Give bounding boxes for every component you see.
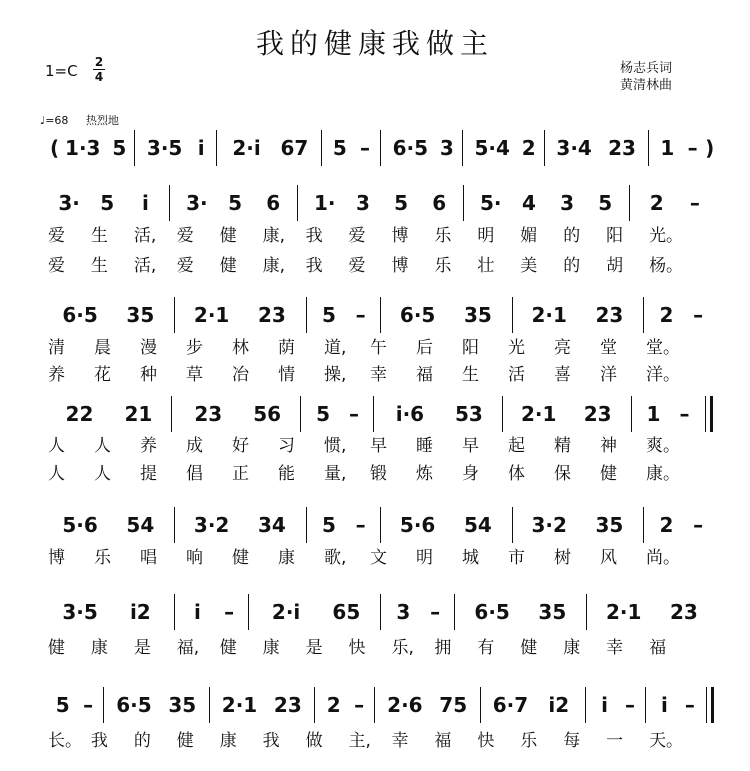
bar-line — [216, 130, 217, 166]
lyric-char: 我 — [305, 256, 323, 276]
lyric-char: 洋。 — [646, 365, 680, 385]
lyric-char: 提 — [140, 464, 157, 484]
lyric-char: 健 — [219, 226, 237, 246]
note: – — [679, 402, 690, 426]
lyric-char: 我 — [262, 731, 280, 751]
lyric-char: 城 — [462, 548, 479, 568]
bar-line — [480, 687, 481, 723]
lyric-char: 康, — [262, 226, 286, 246]
note: 5 — [228, 191, 243, 215]
note: i — [660, 693, 668, 717]
lyric-char: 漫 — [140, 338, 157, 358]
bar-line — [512, 297, 513, 333]
time-signature-bottom: 4 — [94, 70, 104, 84]
note: 4 — [521, 191, 536, 215]
lyric-char: 神 — [600, 436, 617, 456]
note: 6·7 — [492, 693, 529, 717]
bar-line — [248, 594, 249, 630]
lyric-char: 惯, — [324, 436, 347, 456]
note: i·6 — [395, 402, 425, 426]
lyric-char: 身 — [462, 464, 479, 484]
lyric-char: 乐 — [434, 256, 452, 276]
note: 2·i — [232, 136, 261, 160]
lyric-char: 健 — [600, 464, 617, 484]
lyric-char: 好 — [232, 436, 249, 456]
lyric-char: 一 — [606, 731, 624, 751]
bar-line — [306, 507, 307, 543]
note: 5 — [321, 513, 336, 537]
bar-line — [380, 594, 381, 630]
bar-line — [585, 687, 586, 723]
lyric-char: 福 — [649, 638, 667, 658]
note: – — [625, 693, 636, 717]
song-title: 我的健康我做主 — [255, 27, 494, 60]
note: 2·i — [271, 600, 301, 624]
note: i — [193, 600, 201, 624]
note: 5 — [316, 402, 330, 426]
bar-line — [380, 130, 381, 166]
note: 1 — [660, 136, 675, 160]
tempo-marking — [40, 112, 119, 128]
lyric-char: 情 — [278, 365, 295, 385]
note: 6 — [432, 191, 447, 215]
lyric-char: 起 — [508, 436, 525, 456]
lyric-char: 健 — [219, 638, 237, 658]
note: 23 — [583, 402, 612, 426]
lyric-char: 堂 — [600, 338, 617, 358]
note: 3· — [186, 191, 208, 215]
lyric-char: 福 — [416, 365, 433, 385]
lyric-char: 每 — [563, 731, 581, 751]
key-signature: 1=C — [45, 62, 78, 80]
composer: 黄清林曲 — [620, 78, 673, 93]
note: 35 — [168, 693, 197, 717]
lyric-char: 生 — [462, 365, 479, 385]
bar-line — [134, 130, 135, 166]
note: 2 — [649, 191, 664, 215]
bar-line — [373, 396, 374, 432]
lyric-char: 草 — [186, 365, 203, 385]
lyric-char: 洋 — [600, 365, 617, 385]
note: – — [693, 303, 704, 327]
note: 5·6 — [62, 513, 98, 537]
note: 5 — [112, 136, 127, 160]
lyric-char: 林 — [232, 338, 249, 358]
lyric-char: 做 — [305, 731, 323, 751]
lyric-char: 福, — [176, 638, 200, 658]
lyric-char: 清 — [48, 338, 65, 358]
note: – — [693, 513, 704, 537]
lyric-char: 锻 — [370, 464, 387, 484]
lyric-char: 健 — [48, 638, 65, 658]
credits — [620, 60, 672, 94]
bar-line — [380, 297, 381, 333]
bar-line — [544, 130, 545, 166]
note: 1 — [646, 402, 661, 426]
lyric-char: 早 — [370, 436, 387, 456]
lyricist: 杨志兵词 — [620, 61, 673, 76]
note: 2·1 — [531, 303, 567, 327]
note: 3·2 — [531, 513, 567, 537]
note: 5 — [598, 191, 613, 215]
bar-line — [169, 185, 170, 221]
note: i — [141, 191, 149, 215]
note: – — [687, 136, 698, 160]
bar-line — [643, 297, 644, 333]
note: – — [83, 693, 94, 717]
lyric-char: 幸 — [370, 365, 387, 385]
lyric-char: 康, — [262, 256, 286, 276]
note: 53 — [454, 402, 483, 426]
note: 21 — [124, 402, 153, 426]
lyric-char: 康 — [90, 638, 108, 658]
note: – — [349, 402, 360, 426]
lyric-char: 响 — [186, 548, 203, 568]
lyric-char: 健 — [520, 638, 538, 658]
lyric-char: 活, — [133, 256, 157, 276]
lyric-char: 倡 — [186, 464, 203, 484]
note: 3 — [560, 191, 575, 215]
lyric-char: 歌, — [324, 548, 347, 568]
note: 2·1 — [193, 303, 230, 327]
bar-line — [463, 185, 464, 221]
note: 35 — [463, 303, 492, 327]
note: 2 — [659, 513, 674, 537]
bar-line — [374, 687, 375, 723]
lyric-char: 量, — [324, 464, 347, 484]
lyric-char: 康。 — [646, 464, 680, 484]
note: 3 — [396, 600, 411, 624]
lyric-char: 的 — [133, 731, 151, 751]
note: – — [689, 191, 700, 215]
bar-line — [174, 297, 175, 333]
note: 2 — [326, 693, 341, 717]
lyric-char: 有 — [477, 638, 495, 658]
note: – — [355, 513, 366, 537]
lyric-char: 后 — [416, 338, 433, 358]
note: 65 — [332, 600, 361, 624]
lyric-char: 博 — [48, 548, 65, 568]
note: – — [430, 600, 441, 624]
note: 6·5 — [62, 303, 98, 327]
lyric-char: 康 — [262, 638, 280, 658]
lyric-char: 成 — [186, 436, 203, 456]
note: 3· — [58, 191, 80, 215]
lyric-char: 康 — [563, 638, 581, 658]
lyric-char: 正 — [232, 464, 249, 484]
note: 6·5 — [474, 600, 510, 624]
lyric-char: 树 — [554, 548, 571, 568]
note: 2 — [659, 303, 674, 327]
note: 5 — [55, 693, 70, 717]
time-signature — [93, 56, 105, 83]
note: 5 — [100, 191, 115, 215]
note: 23 — [608, 136, 636, 160]
note: 23 — [273, 693, 302, 717]
note: i2 — [129, 600, 151, 624]
lyric-char: 快 — [348, 638, 366, 658]
lyric-char: 乐 — [520, 731, 538, 751]
lyric-char: 体 — [508, 464, 525, 484]
lyric-char: 睡 — [416, 436, 433, 456]
note: 6·5 — [399, 303, 436, 327]
lyric-char: 乐 — [94, 548, 111, 568]
lyric-char: 炼 — [416, 464, 433, 484]
note: 54 — [126, 513, 155, 537]
lyric-char: 明 — [477, 226, 495, 246]
lyric-char: 的 — [563, 226, 581, 246]
lyric-char: 光。 — [649, 226, 684, 246]
lyric-char: 能 — [278, 464, 295, 484]
bar-line — [462, 130, 463, 166]
note: – — [359, 136, 370, 160]
note: ( — [50, 136, 60, 160]
note: 23 — [194, 402, 223, 426]
note: 5·4 — [474, 136, 510, 160]
bar-line — [706, 687, 714, 723]
lyric-char: 冶 — [232, 365, 249, 385]
note: 35 — [126, 303, 155, 327]
note: 2·1 — [605, 600, 642, 624]
lyric-char: 我 — [305, 226, 323, 246]
lyric-char: 活, — [133, 226, 157, 246]
lyric-char: 爽。 — [646, 436, 680, 456]
lyric-char: 阳 — [462, 338, 479, 358]
note: 5 — [332, 136, 347, 160]
lyric-char: 美 — [520, 256, 538, 276]
lyric-char: 福 — [434, 731, 452, 751]
lyric-char: 养 — [48, 365, 65, 385]
bar-line — [297, 185, 298, 221]
bar-line — [306, 297, 307, 333]
bar-line — [321, 130, 322, 166]
lyric-char: 阳 — [606, 226, 624, 246]
note: 23 — [595, 303, 624, 327]
lyric-char: 市 — [508, 548, 525, 568]
note: 1·3 — [65, 136, 101, 160]
lyric-char: 长。 — [48, 731, 82, 751]
lyric-char: 健 — [219, 256, 237, 276]
note: 3 — [439, 136, 454, 160]
bar-line — [643, 507, 644, 543]
bar-line — [502, 396, 503, 432]
note: ) — [705, 136, 715, 160]
note: 75 — [439, 693, 468, 717]
bar-line — [380, 507, 381, 543]
lyric-char: 步 — [186, 338, 203, 358]
lyric-char: 亮 — [554, 338, 571, 358]
lyric-char: 早 — [462, 436, 479, 456]
lyric-char: 爱 — [348, 226, 366, 246]
bar-line — [209, 687, 210, 723]
bar-line — [586, 594, 587, 630]
note: 2·1 — [520, 402, 557, 426]
note: 5· — [479, 191, 502, 215]
bar-line — [631, 396, 632, 432]
lyric-char: 胡 — [606, 256, 624, 276]
lyric-char: 种 — [140, 365, 157, 385]
note: 1· — [313, 191, 336, 215]
note: 2·1 — [221, 693, 258, 717]
note: 2·6 — [387, 693, 423, 717]
lyric-char: 保 — [554, 464, 571, 484]
lyric-char: 是 — [305, 638, 323, 658]
lyric-char: 堂。 — [646, 338, 680, 358]
lyric-char: 喜 — [554, 365, 571, 385]
note: i — [197, 136, 205, 160]
lyric-char: 人 — [94, 464, 111, 484]
bar-line — [174, 507, 175, 543]
lyric-char: 道, — [324, 338, 347, 358]
lyric-char: 尚。 — [646, 548, 680, 568]
note: 23 — [257, 303, 286, 327]
lyric-char: 养 — [140, 436, 157, 456]
lyric-char: 爱 — [176, 256, 194, 276]
note: 2 — [521, 136, 536, 160]
lyric-char: 唱 — [140, 548, 157, 568]
lyric-char: 快 — [477, 731, 495, 751]
lyric-char: 风 — [600, 548, 617, 568]
lyric-char: 爱 — [348, 256, 366, 276]
lyric-char: 拥 — [434, 638, 452, 658]
lyric-char: 媚 — [520, 226, 538, 246]
bar-line — [648, 130, 649, 166]
note: 34 — [257, 513, 286, 537]
lyric-char: 爱 — [48, 256, 65, 276]
bar-line — [705, 396, 713, 432]
time-signature-top: 2 — [94, 55, 104, 69]
note: 54 — [463, 513, 492, 537]
lyric-char: 人 — [48, 464, 65, 484]
lyric-char: 我 — [90, 731, 108, 751]
note: i — [601, 693, 609, 717]
note: 5·6 — [399, 513, 436, 537]
lyric-char: 健 — [176, 731, 194, 751]
lyric-char: 博 — [391, 226, 409, 246]
note: 3·5 — [146, 136, 183, 160]
note: 6·5 — [392, 136, 429, 160]
lyric-char: 幸 — [391, 731, 409, 751]
lyric-char: 活 — [508, 365, 525, 385]
lyric-char: 晨 — [94, 338, 111, 358]
lyric-char: 健 — [232, 548, 249, 568]
lyric-char: 文 — [370, 548, 387, 568]
note: 3·4 — [556, 136, 592, 160]
bar-line — [103, 687, 104, 723]
bar-line — [454, 594, 455, 630]
lyric-char: 乐, — [391, 638, 414, 658]
lyric-char: 午 — [370, 338, 387, 358]
note: 3 — [355, 191, 370, 215]
lyric-char: 博 — [391, 256, 409, 276]
note: – — [354, 693, 365, 717]
lyric-char: 乐 — [434, 226, 452, 246]
note: 6 — [266, 191, 281, 215]
bar-line — [314, 687, 315, 723]
note: 56 — [253, 402, 282, 426]
lyric-char: 主, — [348, 731, 371, 751]
lyric-char: 荫 — [278, 338, 295, 358]
lyric-char: 天。 — [649, 731, 684, 751]
lyric-char: 光 — [508, 338, 525, 358]
lyric-char: 杨。 — [649, 256, 684, 276]
note: 3·5 — [62, 600, 98, 624]
expression-marking: 热烈地 — [85, 114, 119, 127]
lyric-char: 的 — [563, 256, 581, 276]
bar-line — [300, 396, 301, 432]
lyric-char: 壮 — [477, 256, 495, 276]
note: 35 — [538, 600, 567, 624]
note: 3·2 — [193, 513, 230, 537]
bar-line — [512, 507, 513, 543]
lyric-char: 人 — [48, 436, 65, 456]
lyric-char: 精 — [554, 436, 571, 456]
note: 6·5 — [116, 693, 152, 717]
lyric-char: 花 — [94, 365, 111, 385]
note: 67 — [280, 136, 309, 160]
bar-line — [174, 594, 175, 630]
bar-line — [171, 396, 172, 432]
lyric-char: 生 — [90, 256, 108, 276]
note: 22 — [65, 402, 94, 426]
lyric-char: 康 — [278, 548, 295, 568]
lyric-char: 幸 — [606, 638, 624, 658]
bar-line — [645, 687, 646, 723]
note: – — [684, 693, 695, 717]
bar-line — [629, 185, 630, 221]
note: i2 — [548, 693, 570, 717]
note: 5 — [321, 303, 336, 327]
note: 23 — [669, 600, 698, 624]
lyric-char: 康 — [219, 731, 237, 751]
tempo-value: ♩=68 — [40, 114, 69, 127]
note: – — [224, 600, 235, 624]
note: 35 — [595, 513, 624, 537]
note: 5 — [394, 191, 409, 215]
note: – — [355, 303, 366, 327]
lyric-char: 爱 — [48, 226, 65, 246]
lyric-char: 爱 — [176, 226, 194, 246]
lyric-char: 习 — [278, 436, 295, 456]
lyric-char: 人 — [94, 436, 111, 456]
lyric-char: 操, — [324, 365, 347, 385]
lyric-char: 明 — [416, 548, 433, 568]
lyric-char: 生 — [90, 226, 108, 246]
lyric-char: 是 — [133, 638, 151, 658]
